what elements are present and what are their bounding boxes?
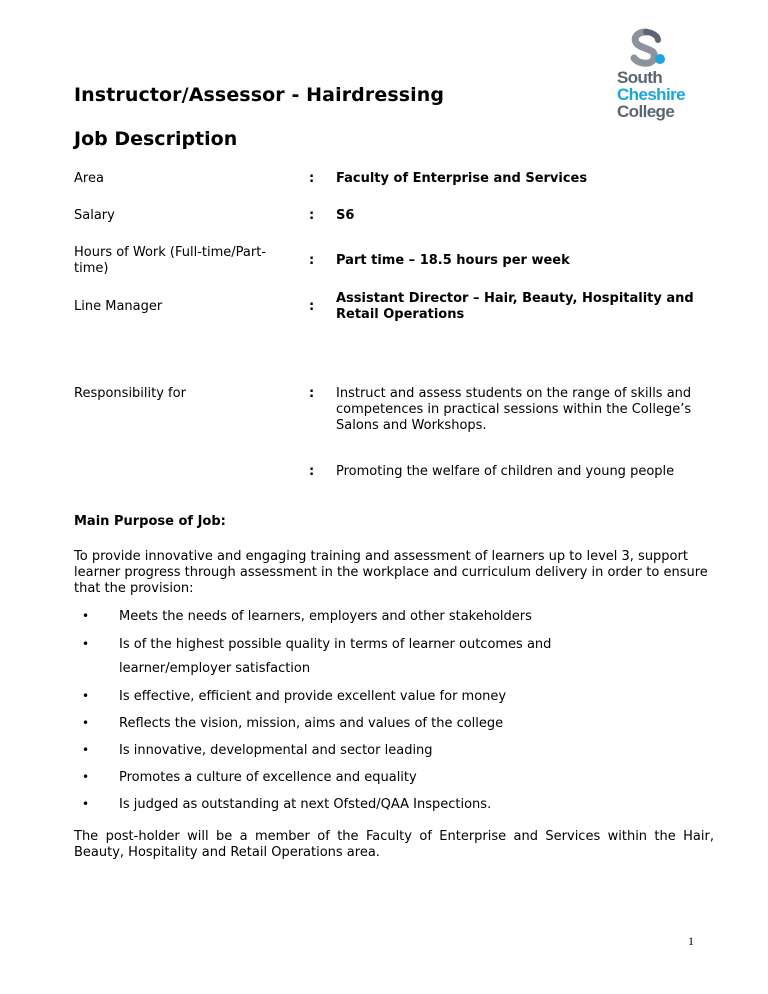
detail-colon: : bbox=[309, 171, 315, 186]
bullet-icon: • bbox=[82, 609, 90, 623]
detail-value-responsibility: Instruct and assess students on the range of skills and competences in practical sessions within the College’s Salons and Workshops. bbox=[336, 386, 692, 433]
closing-paragraph: The post-holder will be a member of the Faculty of Enterprise and Services within the Hair, Beauty, Hospitality and Retail Operations area. bbox=[74, 829, 714, 860]
bullet-icon: • bbox=[82, 770, 90, 784]
detail-value-line-manager: Assistant Director – Hair, Beauty, Hospitality and Retail Operations bbox=[336, 291, 694, 322]
detail-colon: : bbox=[309, 386, 315, 401]
list-item: Is judged as outstanding at next Ofsted/QAA Inspections. bbox=[119, 797, 492, 812]
logo-word-cheshire: Cheshire bbox=[617, 85, 685, 104]
main-purpose-intro: To provide innovative and engaging training and assessment of learners up to level 3, support learner progress through assessment in the workplace and curriculum delivery in order to ensure that the provision: bbox=[74, 549, 708, 596]
detail-label-hours: Hours of Work (Full-time/Part-time) bbox=[74, 245, 267, 276]
list-item: Meets the needs of learners, employers and other stakeholders bbox=[119, 609, 532, 624]
list-item: Promotes a culture of excellence and equality bbox=[119, 770, 417, 785]
detail-label-responsibility: Responsibility for bbox=[74, 386, 186, 401]
list-item: Is of the highest possible quality in terms of learner outcomes and learner/employer satisfaction bbox=[119, 637, 552, 676]
bullet-icon: • bbox=[82, 637, 90, 651]
bullet-icon: • bbox=[82, 797, 90, 811]
list-item: Is innovative, developmental and sector leading bbox=[119, 743, 433, 758]
logo-word-college: College bbox=[617, 102, 675, 121]
detail-value-area: Faculty of Enterprise and Services bbox=[336, 171, 588, 186]
detail-value-salary: S6 bbox=[336, 208, 355, 223]
list-item: Is effective, efficient and provide excellent value for money bbox=[119, 689, 507, 704]
list-item: Reflects the vision, mission, aims and values of the college bbox=[119, 716, 504, 731]
bullet-icon: • bbox=[82, 716, 90, 730]
bullet-icon: • bbox=[82, 743, 90, 757]
detail-label-salary: Salary bbox=[74, 208, 115, 223]
detail-colon: : bbox=[309, 464, 315, 479]
bullet-icon: • bbox=[82, 689, 90, 703]
detail-value-hours: Part time – 18.5 hours per week bbox=[336, 253, 570, 268]
document-subtitle: Job Description bbox=[74, 128, 238, 150]
detail-value-welfare: Promoting the welfare of children and young people bbox=[336, 464, 675, 479]
detail-label-area: Area bbox=[74, 171, 104, 186]
logo-word-south: South bbox=[617, 68, 663, 87]
detail-label-line-manager: Line Manager bbox=[74, 299, 163, 314]
page-number: 1 bbox=[688, 934, 694, 948]
college-logo bbox=[600, 28, 710, 128]
detail-colon: : bbox=[309, 299, 315, 314]
document-title: Instructor/Assessor - Hairdressing bbox=[74, 84, 445, 106]
detail-colon: : bbox=[309, 253, 315, 268]
detail-colon: : bbox=[309, 208, 315, 223]
college-s-swirl-logo-icon bbox=[622, 28, 682, 68]
section-heading-main-purpose: Main Purpose of Job: bbox=[74, 514, 226, 529]
